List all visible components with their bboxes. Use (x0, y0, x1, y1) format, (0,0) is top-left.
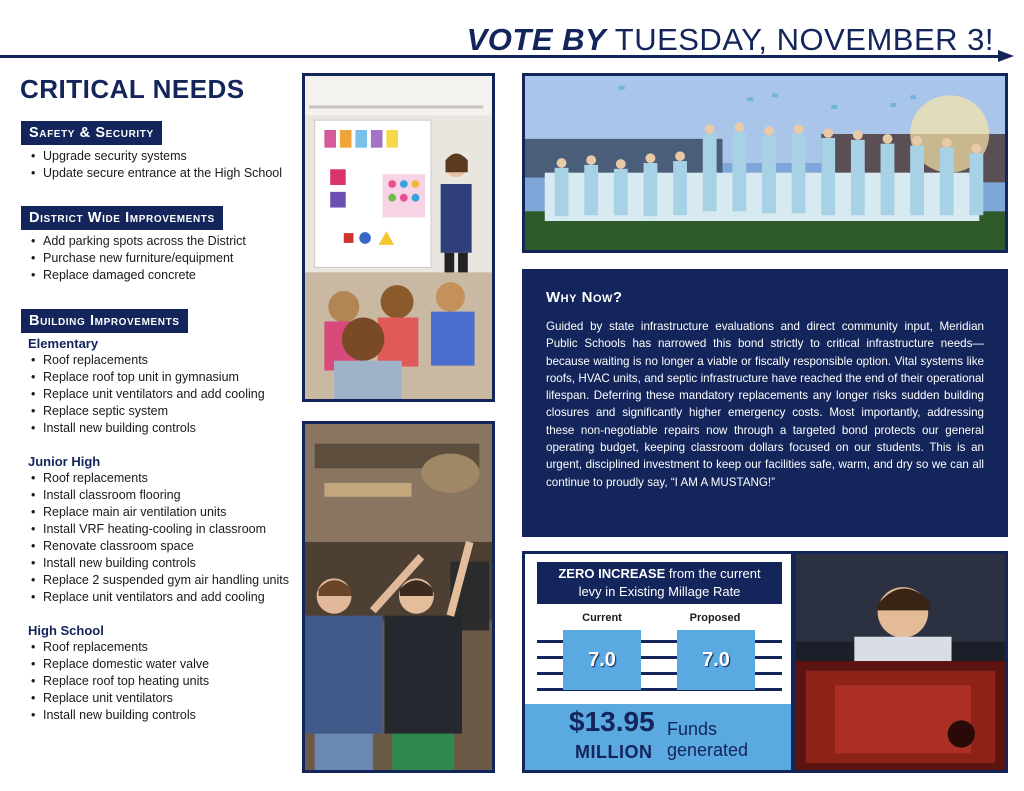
list-item: • Replace damaged concrete (31, 267, 246, 284)
list-item: • Add parking spots across the District (31, 233, 246, 250)
list-item: • Purchase new furniture/equipment (31, 250, 246, 267)
junior-high-heading: Junior High (28, 454, 101, 469)
funds-label-line1: Funds (667, 719, 718, 739)
list-item: • Replace roof top heating units (31, 673, 209, 690)
funds-label-line2: generated (667, 740, 749, 760)
student-computer-photo (793, 551, 1008, 773)
list-item: • Install classroom flooring (31, 487, 289, 504)
funds-million: MILLION (575, 742, 653, 762)
elementary-list (31, 352, 265, 437)
list-item: • Replace main air ventilation units (31, 504, 289, 521)
zero-increase-line2: levy in Existing Millage Rate (578, 584, 741, 599)
list-item: • Replace unit ventilators and add cooling (31, 386, 265, 403)
list-item: • Replace roof top unit in gymnasium (31, 369, 265, 386)
current-rate: 7.0 (563, 630, 641, 690)
list-item: • Install VRF heating-cooling in classroom (31, 521, 289, 538)
safety-list (31, 148, 282, 182)
list-item: • Replace unit ventilators and add cooling (31, 589, 289, 606)
list-item: • Install new building controls (31, 555, 289, 572)
vote-by-text: VOTE BY (466, 22, 607, 57)
list-item: • Replace septic system (31, 403, 265, 420)
list-item: • Replace domestic water valve (31, 656, 209, 673)
zero-increase-banner (537, 562, 782, 604)
safety-banner: Safety & Security (21, 121, 162, 145)
list-item: • Replace unit ventilators (31, 690, 209, 707)
list-item: • Roof replacements (31, 639, 209, 656)
district-banner: District Wide Improvements (21, 206, 223, 230)
why-now-title: Why Now? (546, 289, 623, 306)
zero-increase-rest: from the current (665, 566, 761, 581)
list-item: • Roof replacements (31, 352, 265, 369)
auto-shop-photo (302, 421, 495, 773)
list-item: • Renovate classroom space (31, 538, 289, 555)
list-item: • Install new building controls (31, 707, 209, 724)
proposed-label: Proposed (689, 612, 741, 624)
why-now-panel (522, 269, 1008, 537)
funds-bar (525, 704, 791, 772)
vote-date-text: TUESDAY, NOVEMBER 3! (606, 22, 994, 57)
proposed-rate: 7.0 (677, 630, 755, 690)
millage-panel (522, 551, 794, 773)
list-item: • Install new building controls (31, 420, 265, 437)
arrow-right-icon (998, 50, 1014, 62)
list-item: • Replace 2 suspended gym air handling units (31, 572, 289, 589)
graduation-photo (522, 73, 1008, 253)
list-item: • Upgrade security systems (31, 148, 282, 165)
funds-label (667, 719, 748, 761)
list-item: • Update secure entrance at the High School (31, 165, 282, 182)
zero-increase-bold: ZERO INCREASE (558, 566, 666, 581)
why-now-text: Guided by state infrastructure evaluations and direct community input, Meridian Public Schools has narrowed this bond strictly to critical infrastructure needs—because waiting is no longer a viable or fiscally responsible option. Vital systems like roofs, HVAC units, and septic infrastructure have reached the end of their operational lifespan. Deferring these mandatory replacements any longer risks sudden building closures and significantly higher emergency costs. Most importantly, addressing these non-negotiable repairs now through a targeted bond protects our general operating budget, keeping classroom dollars focused on our students. This is an urgent, disciplined investment to keep our facilities safe, warm, and dry so we can all continue to proudly say, “I AM A MUSTANG!” (546, 320, 984, 489)
high-school-list (31, 639, 209, 724)
current-label: Current (582, 612, 622, 624)
district-list (31, 233, 246, 284)
page-title: CRITICAL NEEDS (20, 74, 245, 104)
elementary-heading: Elementary (28, 336, 99, 351)
list-item: • Roof replacements (31, 470, 289, 487)
building-banner: Building Improvements (21, 309, 188, 333)
classroom-photo (302, 73, 495, 402)
high-school-heading: High School (28, 623, 104, 638)
vote-headline (467, 22, 994, 58)
funds-amount: $13.95 (569, 706, 655, 737)
junior-high-list (31, 470, 289, 606)
